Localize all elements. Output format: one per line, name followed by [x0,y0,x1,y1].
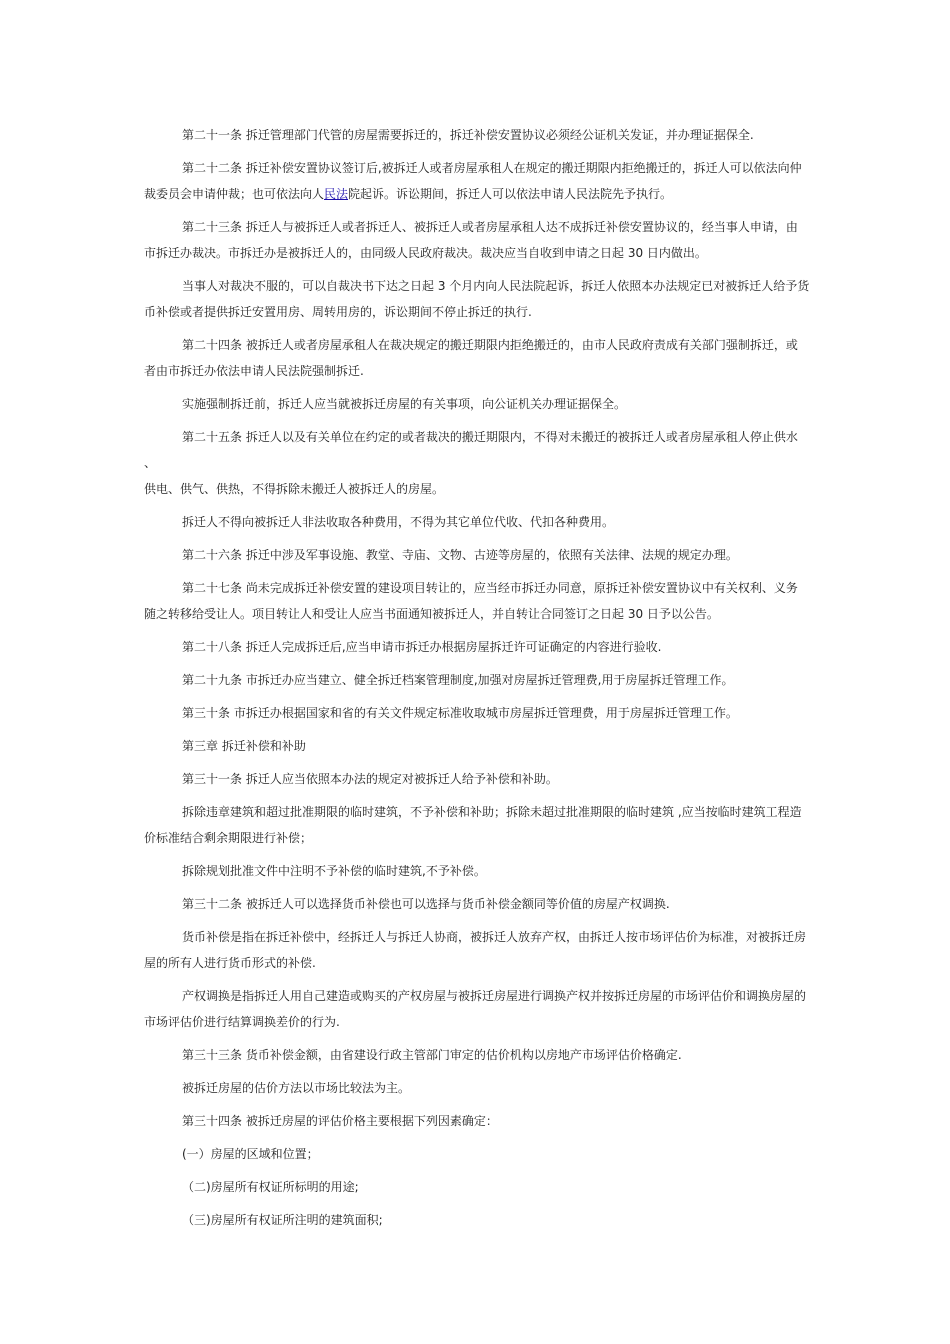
article-29-text: 第二十九条 市拆迁办应当建立、健全拆迁档案管理制度,加强对房屋拆迁管理费,用于房屋拆迁管理工作。 [182,673,734,687]
article-27-line1: 第二十七条 尚未完成拆迁补偿安置的建设项目转让的，应当经市拆迁办同意，原拆迁补偿安置协议中有关权利、义务 [182,581,798,595]
article-24-line2: 者由市拆迁办依法申请人民法院强制拆迁. [144,364,364,378]
paragraph-monetary-compensation [144,924,812,976]
paragraph-valuation-method [144,1075,812,1101]
paragraph-temporary-buildings [144,799,812,851]
list-item-2 [144,1174,812,1200]
chapter-3-heading [144,733,812,759]
paragraph-monetary-compensation-line1: 货币补偿是指在拆迁补偿中，经拆迁人与拆迁人协商，被拆迁人放弃产权，由拆迁人按市场评估价为标准，对被拆迁房 [182,930,807,944]
article-27 [144,575,812,627]
paragraph-temporary-buildings-line2: 价标准结合剩余期限进行补偿； [144,831,313,845]
article-29 [144,667,812,693]
article-23 [144,214,812,266]
article-33 [144,1042,812,1068]
paragraph-appeal-line1: 当事人对裁决不服的，可以自裁决书下达之日起 3 个月内向人民法院起诉，拆迁人依照本办法规定已对被拆迁人给予货 [182,279,810,293]
article-22-line1: 第二十二条 拆迁补偿安置协议签订后,被拆迁人或者房屋承租人在规定的搬迁期限内拒绝搬迁的，拆迁人可以依法向仲 [182,161,802,175]
article-34-text: 第三十四条 被拆迁房屋的评估价格主要根据下列因素确定： [182,1114,498,1128]
article-22-line2-end: 院起诉。诉讼期间，拆迁人可以依法申请人民法院先予执行。 [348,187,673,201]
list-item-1 [144,1141,812,1167]
article-27-line2: 随之转移给受让人。项目转让人和受让人应当书面通知被拆迁人，并自转让合同签订之日起 30 日予以公告。 [144,607,719,621]
article-24-line1: 第二十四条 被拆迁人或者房屋承租人在裁决规定的搬迁期限内拒绝搬迁的，由市人民政府责成有关部门强制拆迁，或 [182,338,798,352]
document-body [144,122,812,1240]
paragraph-no-compensation [144,858,812,884]
article-21 [144,122,812,148]
article-23-line2: 市拆迁办裁决。市拆迁办是被拆迁人的，由同级人民政府裁决。裁决应当自收到申请之日起 30 日内做出。 [144,246,707,260]
paragraph-enforcement-text: 实施强制拆迁前，拆迁人应当就被拆迁房屋的有关事项，向公证机关办理证据保全。 [182,397,627,411]
article-25-line2: 供电、供气、供热，不得拆除未搬迁人被拆迁人的房屋。 [144,482,445,496]
article-32-text: 第三十二条 被拆迁人可以选择货币补偿也可以选择与货币补偿金额同等价值的房屋产权调换. [182,897,670,911]
article-23-line1: 第二十三条 拆迁人与被拆迁人或者拆迁人、被拆迁人或者房屋承租人达不成拆迁补偿安置协议的，经当事人申请，由 [182,220,798,234]
paragraph-monetary-compensation-line2: 屋的所有人进行货币形式的补偿. [144,956,316,970]
article-30 [144,700,812,726]
article-28-text: 第二十八条 拆迁人完成拆迁后,应当申请市拆迁办根据房屋拆迁许可证确定的内容进行验收. [182,640,662,654]
article-21-text: 第二十一条 拆迁管理部门代管的房屋需要拆迁的，拆迁补偿安置协议必须经公证机关发证，并办理证据保全. [182,128,754,142]
paragraph-no-compensation-text: 拆除规划批准文件中注明不予补偿的临时建筑,不予补偿。 [182,864,486,878]
civil-law-link[interactable]: 民法 [324,187,349,201]
paragraph-fees [144,509,812,535]
article-31-text: 第三十一条 拆迁人应当依照本办法的规定对被拆迁人给予补偿和补助。 [182,772,558,786]
paragraph-appeal-line2: 币补偿或者提供拆迁安置用房、周转用房的，诉讼期间不停止拆迁的执行. [144,305,532,319]
paragraph-enforcement [144,391,812,417]
article-24 [144,332,812,384]
list-item-3 [144,1207,812,1233]
article-25 [144,424,812,502]
article-22-line2-start: 裁委员会申请仲裁；也可依法向人 [144,187,325,201]
article-32 [144,891,812,917]
article-33-text: 第三十三条 货币补偿金额，由省建设行政主管部门审定的估价机构以房地产市场评估价格确定. [182,1048,682,1062]
paragraph-fees-text: 拆迁人不得向被拆迁人非法收取各种费用，不得为其它单位代收、代扣各种费用。 [182,515,615,529]
list-item-2-text: （二)房屋所有权证所标明的用途; [182,1180,359,1194]
chapter-3-heading-text: 第三章 拆迁补偿和补助 [182,739,306,753]
list-item-1-text: (一）房屋的区域和位置； [182,1147,319,1161]
article-28 [144,634,812,660]
article-34 [144,1108,812,1134]
paragraph-temporary-buildings-line1: 拆除违章建筑和超过批准期限的临时建筑，不予补偿和补助；拆除未超过批准期限的临时建筑 ,应当按临时建筑工程造 [182,805,802,819]
article-22 [144,155,812,207]
article-26 [144,542,812,568]
paragraph-property-exchange [144,983,812,1035]
article-25-line1: 第二十五条 拆迁人以及有关单位在约定的或者裁决的搬迁期限内，不得对未搬迁的被拆迁人或者房屋承租人停止供水 、 [144,430,798,470]
article-31 [144,766,812,792]
paragraph-valuation-method-text: 被拆迁房屋的估价方法以市场比较法为主。 [182,1081,411,1095]
paragraph-property-exchange-line1: 产权调换是指拆迁人用自己建造或购买的产权房屋与被拆迁房屋进行调换产权并按拆迁房屋的市场评估价和调换房屋的 [182,989,807,1003]
article-26-text: 第二十六条 拆迁中涉及军事设施、教堂、寺庙、文物、古迹等房屋的，依照有关法律、法规的规定办理。 [182,548,738,562]
paragraph-property-exchange-line2: 市场评估价进行结算调换差价的行为. [144,1015,340,1029]
paragraph-appeal [144,273,812,325]
list-item-3-text: （三)房屋所有权证所注明的建筑面积; [182,1213,383,1227]
article-30-text: 第三十条 市拆迁办根据国家和省的有关文件规定标准收取城市房屋拆迁管理费，用于房屋拆迁管理工作。 [182,706,738,720]
